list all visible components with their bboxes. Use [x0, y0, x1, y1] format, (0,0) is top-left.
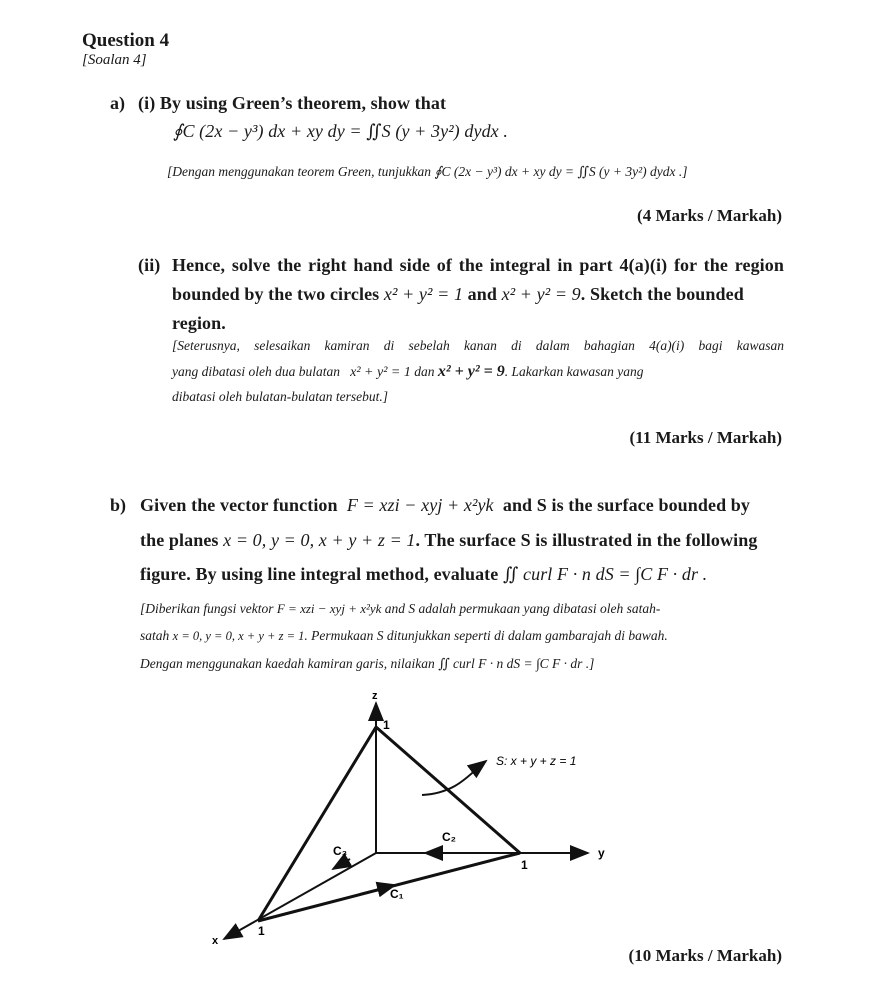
- part-a-ii-malay-line3: dibatasi oleh bulatan-bulatan tersebut.]: [172, 389, 388, 404]
- part-a-ii-line2: [172, 284, 784, 305]
- part-a-ii-line2-text: bounded by the two circles: [172, 284, 380, 304]
- greens-equation-malay: ∮C (2x − y³) dx + xy dy = ∬S (y + 3y²) dydx .]: [434, 164, 688, 179]
- vector-function-malay: F = xzi − xyj + x²yk: [276, 601, 382, 616]
- tetrahedron-figure: [190, 685, 630, 955]
- dan-word: dan: [414, 364, 435, 379]
- part-b-marks: (10 Marks / Markah): [628, 946, 782, 965]
- part-a-ii-malay-line2: [172, 363, 784, 381]
- part-a-ii-marks: (11 Marks / Markah): [629, 428, 782, 447]
- part-b-line2-end: . The surface S is illustrated in the following: [415, 530, 758, 550]
- surface-label: S: x + y + z = 1: [496, 754, 577, 768]
- part-b-malay-line2: [140, 628, 786, 644]
- part-b-malay-line1: [140, 601, 786, 617]
- part-a-i-text: [138, 93, 446, 114]
- part-a-i-statement-malay: [Dengan menggunakan teorem Green, tunjukkan: [167, 164, 432, 179]
- part-b-line2-text: the planes: [140, 530, 219, 550]
- x-axis-label: x: [212, 935, 219, 947]
- question-title-malay: [Soalan 4]: [82, 52, 147, 68]
- stokes-integral-malay: ∬ curl F · n dS = ∫C F · dr .]: [438, 656, 595, 671]
- part-a-ii-line2-end: . Sketch the bounded: [580, 284, 744, 304]
- circle-outer-equation-malay: x² + y² = 9: [437, 363, 505, 380]
- part-a-i-marks: (4 Marks / Markah): [637, 206, 782, 225]
- surface-pointer: [422, 761, 486, 795]
- circle-inner-equation: x² + y² = 1: [383, 284, 464, 304]
- part-a-i-statement: By using Green’s theorem, show that: [159, 93, 447, 113]
- part-b-line3-text: figure. By using line integral method, evaluate: [140, 564, 499, 584]
- z-axis-label: z: [372, 690, 378, 702]
- part-b-line1: [140, 495, 786, 516]
- part-a-ii-line3: region.: [172, 313, 226, 333]
- part-b-malay-line2-end: . Permukaan S ditunjukkan seperti di dalam gambarajah di bawah.: [304, 628, 668, 643]
- circle-inner-equation-malay: x² + y² = 1: [350, 365, 411, 380]
- part-b-malay-line1-end: and S adalah permukaan yang dibatasi oleh satah-: [384, 601, 661, 616]
- c3-direction-arrow: [333, 859, 350, 869]
- and-word: and: [467, 284, 497, 304]
- planes-equation: x = 0, y = 0, x + y + z = 1: [223, 530, 416, 550]
- part-a-label: a): [110, 93, 125, 113]
- y-axis-label: y: [598, 846, 605, 860]
- c2-label: C₂: [442, 830, 456, 844]
- y-intercept-label: 1: [521, 858, 528, 872]
- part-b-malay-line3-text: Dengan menggunakan kaedah kamiran garis, nilaikan: [140, 656, 435, 671]
- stokes-integral: ∬ curl F · n dS = ∫C F · dr .: [502, 564, 708, 584]
- part-b-line2: [140, 530, 786, 551]
- edge-z-to-x: [258, 727, 376, 921]
- part-a-ii-malay-line2-end: . Lakarkan kawasan yang: [504, 364, 644, 379]
- question-title: Question 4: [82, 30, 170, 51]
- part-b-line1-text: Given the vector function: [140, 495, 338, 515]
- planes-equation-malay: x = 0, y = 0, x + y + z = 1: [172, 629, 305, 643]
- z-intercept-label: 1: [383, 718, 390, 732]
- part-b-line3: [140, 564, 707, 585]
- part-a-ii-label: (ii): [138, 255, 161, 275]
- x-intercept-label: 1: [258, 924, 265, 938]
- c3-label: C₃: [333, 844, 348, 858]
- part-a-i-label: (i): [138, 93, 156, 113]
- part-b-line1-end: and S is the surface bounded by: [502, 495, 751, 515]
- part-b-malay-line1-text: [Diberikan fungsi vektor: [140, 601, 274, 616]
- part-a-i-text-malay: [167, 164, 688, 180]
- greens-equation: ∮C (2x − y³) dx + xy dy = ∬S (y + 3y²) dydx .: [173, 121, 508, 141]
- part-a-ii-malay-line2-text: yang dibatasi oleh dua bulatan: [172, 364, 340, 379]
- c1-label: C₁: [390, 887, 404, 901]
- part-b-malay-line3: [140, 656, 594, 672]
- circle-outer-equation: x² + y² = 9: [501, 284, 581, 304]
- part-b-label: b): [110, 495, 127, 515]
- part-a-ii-line1: Hence, solve the right hand side of the integral in part 4(a)(i) for the region: [172, 255, 784, 275]
- part-b-malay-line2-text: satah: [140, 628, 170, 643]
- vector-function: F = xzi − xyj + x²yk: [346, 495, 494, 515]
- part-a-ii-malay-line1: [Seterusnya, selesaikan kamiran di sebelah kanan di dalam bahagian 4(a)(i) bagi kawasan: [172, 338, 784, 353]
